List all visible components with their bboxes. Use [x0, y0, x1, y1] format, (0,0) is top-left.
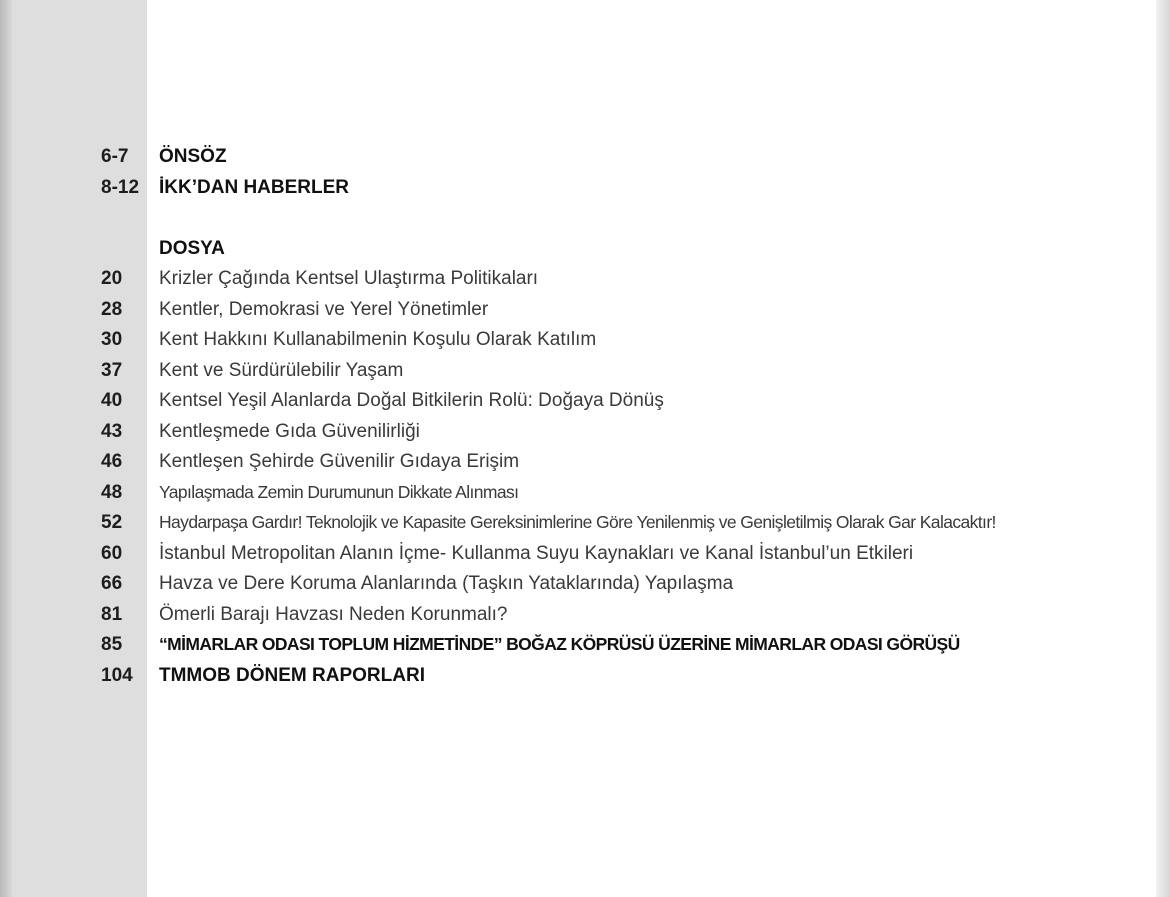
- toc-title: Kentleşen Şehirde Güvenilir Gıdaya Erişim: [159, 451, 520, 472]
- toc-title: Kent ve Sürdürülebilir Yaşam: [159, 359, 404, 381]
- toc-page-number: 20: [101, 268, 123, 289]
- toc-title: İKK’DAN HABERLER: [159, 176, 349, 198]
- toc-page-number: 104: [101, 664, 133, 686]
- toc-entry[interactable]: [0, 629, 1156, 660]
- toc-title: Kentsel Yeşil Alanlarda Doğal Bitkilerin Rolü: Doğaya Dönüş: [159, 390, 664, 411]
- toc-entry[interactable]: [0, 446, 1156, 477]
- toc-title: Havza ve Dere Koruma Alanlarında (Taşkın Yataklarında) Yapılaşma: [159, 573, 734, 594]
- toc-entry[interactable]: [0, 507, 1156, 538]
- toc-page-number: 66: [101, 573, 123, 594]
- toc-title: Ömerli Barajı Havzası Neden Korunmalı?: [159, 603, 508, 625]
- page-right-edge-shadow: [1156, 0, 1170, 897]
- toc-entry[interactable]: [0, 477, 1156, 508]
- toc-entry[interactable]: [0, 538, 1156, 569]
- toc-page-number: 37: [101, 359, 123, 381]
- toc-page-number: 8-12: [101, 176, 140, 198]
- toc-entry-onsoz[interactable]: [0, 141, 1156, 172]
- toc-entry[interactable]: [0, 324, 1156, 355]
- toc-title: ÖNSÖZ: [159, 146, 227, 167]
- toc-title: Kent Hakkını Kullanabilmenin Koşulu Olarak Katılım: [159, 329, 597, 350]
- toc-entry[interactable]: [0, 263, 1156, 294]
- toc-spacer: [0, 202, 1156, 233]
- toc-page-number: 28: [101, 298, 123, 320]
- toc-title: İstanbul Metropolitan Alanın İçme- Kullanma Suyu Kaynakları ve Kanal İstanbul’un Etkileri: [159, 542, 914, 564]
- toc-entry[interactable]: [0, 568, 1156, 599]
- toc-page-number: 60: [101, 542, 123, 564]
- toc-title: “MİMARLAR ODASI TOPLUM HİZMETİNDE” BOĞAZ KÖPRÜSÜ ÜZERİNE MİMARLAR ODASI GÖRÜŞÜ: [159, 634, 960, 654]
- toc-entry[interactable]: [0, 599, 1156, 630]
- toc-page-number: 40: [101, 390, 123, 411]
- toc-entry[interactable]: [0, 416, 1156, 447]
- toc-entry[interactable]: [0, 385, 1156, 416]
- toc-page-number: 48: [101, 481, 123, 503]
- section-heading: DOSYA: [159, 237, 225, 259]
- toc-title: Haydarpaşa Gardır! Teknolojik ve Kapasite Gereksinimlerine Göre Yenilenmiş ve Genişletilmiş Olarak Gar Kalacaktır!: [159, 512, 996, 532]
- toc-page-number: 85: [101, 634, 123, 655]
- toc-title: Krizler Çağında Kentsel Ulaştırma Politikaları: [159, 268, 539, 289]
- toc-title: TMMOB DÖNEM RAPORLARI: [159, 664, 425, 686]
- toc-entry-ikk-haberler[interactable]: [0, 172, 1156, 203]
- toc-page-number: 43: [101, 420, 123, 442]
- toc-title: Yapılaşmada Zemin Durumunun Dikkate Alınması: [159, 481, 519, 502]
- toc-page-number: 46: [101, 451, 123, 472]
- toc-section-heading-dosya: [0, 233, 1156, 264]
- toc-page-number: 52: [101, 512, 123, 533]
- toc-page-number: 81: [101, 603, 123, 625]
- toc-title: Kentler, Demokrasi ve Yerel Yönetimler: [159, 298, 489, 320]
- toc-entry[interactable]: [0, 294, 1156, 325]
- toc-entry[interactable]: [0, 660, 1156, 691]
- toc-title: Kentleşmede Gıda Güvenilirliği: [159, 420, 420, 442]
- table-of-contents: [0, 141, 1156, 690]
- toc-page-number: 6-7: [101, 146, 129, 167]
- toc-page-number: 30: [101, 329, 123, 350]
- toc-entry[interactable]: [0, 355, 1156, 386]
